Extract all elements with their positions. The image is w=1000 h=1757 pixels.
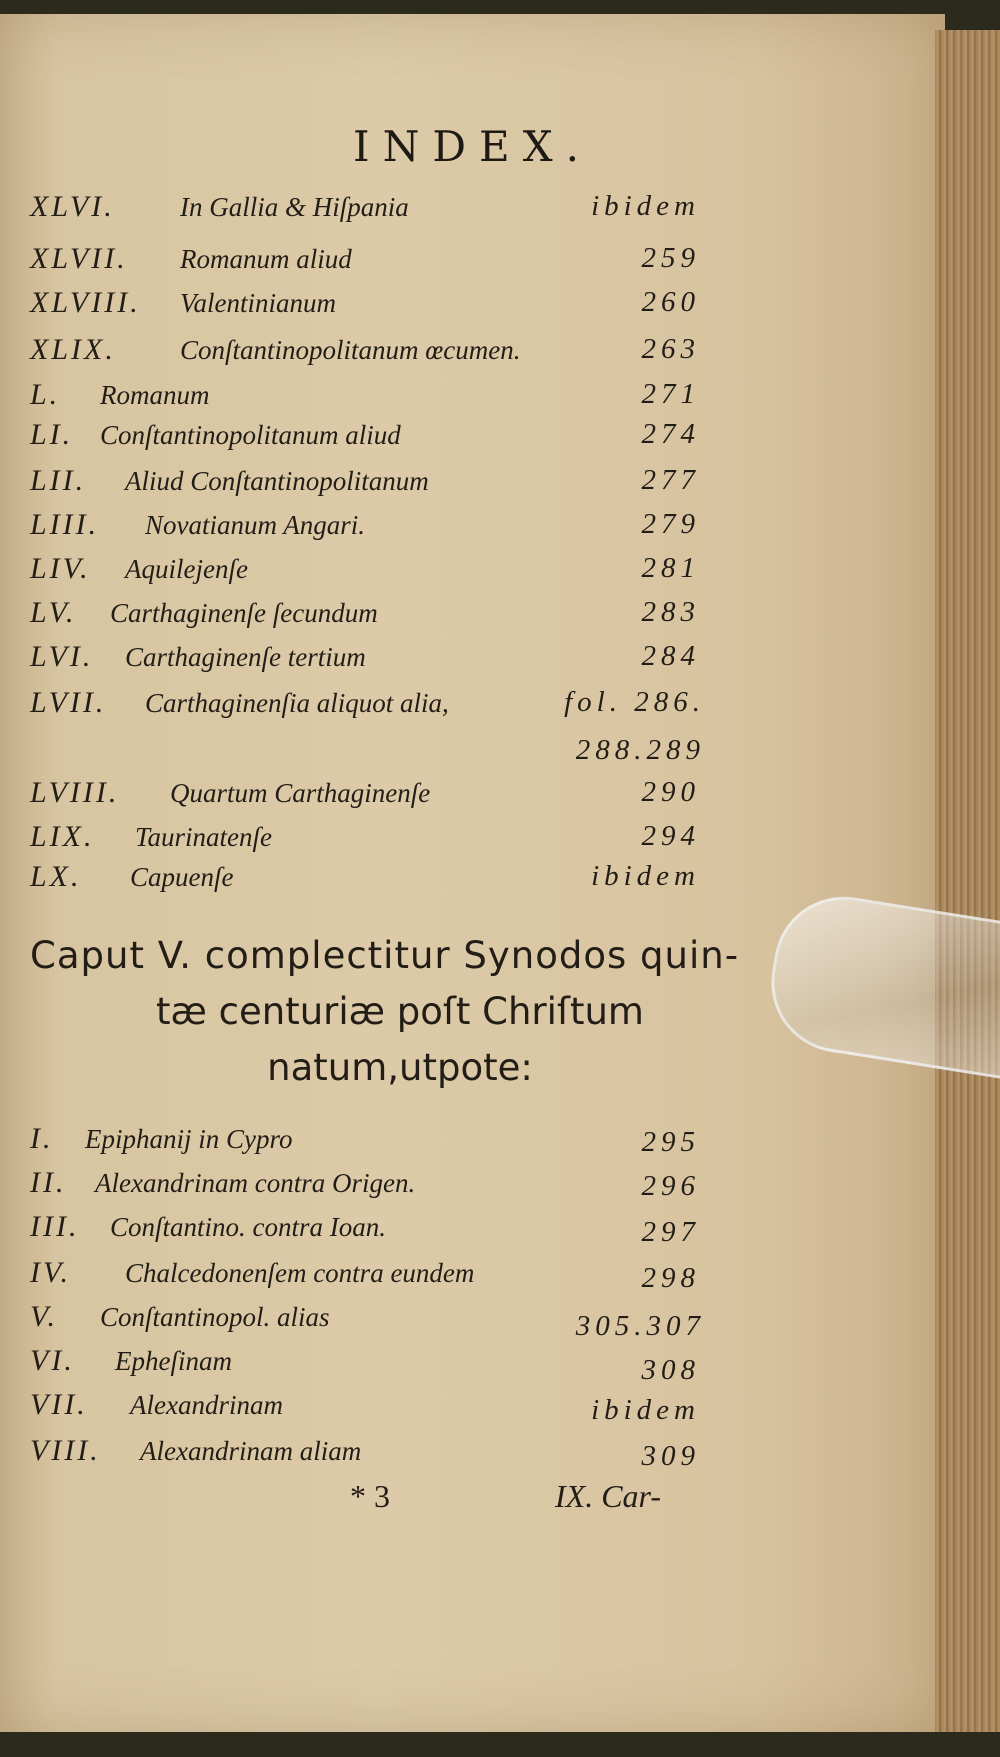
index-entry: LVIII. Quartum Carthaginenſe [30,776,431,809]
index-entry: LVI. Carthaginenſe tertium [30,640,366,673]
page-ref: 259 [641,242,700,274]
index-entry: XLVII. Romanum aliud [30,242,352,275]
page-ref: 290 [641,776,700,808]
page-ref: 298 [641,1262,700,1294]
signature-mark: * 3 [350,1478,390,1514]
catchword: IX. Car- [555,1478,662,1514]
page-ref-continuation: 288.289 [575,734,705,766]
page-ref: 263 [641,333,700,365]
index-entry: IV. Chalcedonenſem contra eundem [30,1256,475,1289]
page-ref: 308 [641,1354,700,1386]
page-ref: 305.307 [575,1310,705,1342]
page-ref: ibidem [591,190,700,222]
page-ref: 281 [641,552,700,584]
page-ref: 279 [641,508,700,540]
page-ref: 297 [641,1216,700,1248]
index-entry: XLVIII. Valentinianum [30,286,336,319]
index-entry: III. Conſtantino. contra Ioan. [30,1210,386,1243]
index-entry: XLVI. In Gallia & Hiſpania [30,190,409,223]
index-entry: L. Romanum [30,378,210,411]
index-heading: INDEX. [353,122,592,171]
index-entry: XLIX. Conſtantinopolitanum œcumen. [30,333,521,366]
index-entry: LX. Capuenſe [30,860,234,893]
caput-heading [30,928,890,1096]
page-ref: 296 [641,1170,700,1202]
page-ref: 277 [641,464,700,496]
index-entry: LI. Conſtantinopolitanum aliud [30,418,401,451]
page-ref: fol. 286. [564,686,705,718]
page-ref: 271 [641,378,700,410]
page-ref: ibidem [591,860,700,892]
page-ref: 260 [641,286,700,318]
index-entry: II. Alexandrinam contra Origen. [30,1166,416,1199]
page-ref: 283 [641,596,700,628]
page-ref: 284 [641,640,700,672]
index-entry: VI. Epheſinam [30,1344,232,1377]
page-ref: 309 [641,1440,700,1472]
index-entry: LV. Carthaginenſe ſecundum [30,596,378,629]
index-entry: VIII. Alexandrinam aliam [30,1434,362,1467]
page-ref: 294 [641,820,700,852]
index-entry: VII. Alexandrinam [30,1388,283,1421]
index-entry: LVII. Carthaginenſia aliquot alia, [30,686,449,719]
index-entry: LIX. Taurinatenſe [30,820,273,853]
index-entry: LIV. Aquilejenſe [30,552,248,585]
index-entry: V. Conſtantinopol. alias [30,1300,330,1333]
page-edge-stack [935,30,1000,1732]
caput-line: Caput V. complectitur Synodos quin- [30,934,740,977]
page-ref: 274 [641,418,700,450]
page-ref: ibidem [591,1394,700,1426]
index-entry: LIII. Novatianum Angari. [30,508,366,541]
page-ref: 295 [641,1126,700,1158]
index-entry: I. Epiphanij in Cypro [30,1122,293,1155]
index-entry: LII. Aliud Conſtantinopolitanum [30,464,429,497]
caput-line: natum,utpote: [267,1046,533,1089]
caput-line: tæ centuriæ poſt Chriſtum [156,990,644,1033]
